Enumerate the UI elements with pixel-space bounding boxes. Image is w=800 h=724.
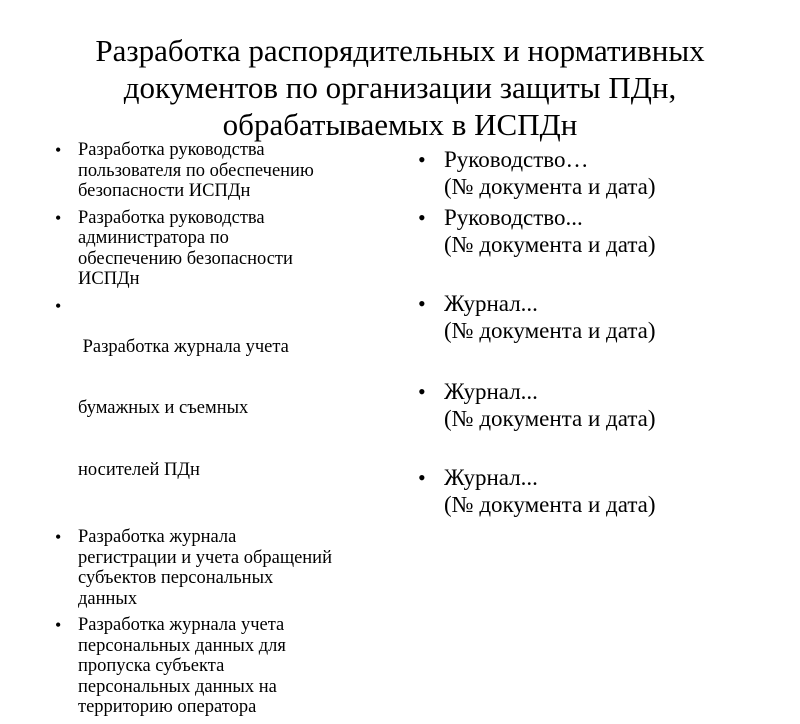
document-name: Журнал... [444, 291, 538, 316]
document-name: Журнал... [444, 465, 538, 490]
task-text-line: регистрации и учета обращений [78, 547, 332, 568]
bullet-icon: • [418, 147, 426, 172]
task-text-line: Разработка журнала [78, 527, 237, 547]
document-item [414, 146, 784, 200]
task-text [78, 140, 392, 202]
title-line: документов по организации защиты ПДн, [123, 70, 677, 105]
document-item [414, 204, 784, 258]
task-text-line: Разработка руководства [78, 140, 265, 160]
document-item [414, 378, 784, 432]
bullet-icon: • [418, 291, 426, 316]
task-list [52, 140, 392, 724]
task-text-line: Разработка журнала учета [78, 336, 289, 357]
slide-title [40, 32, 760, 143]
task-item [52, 296, 392, 522]
task-text-line: носителей ПДн [78, 459, 200, 480]
task-text-line: Разработка журнала учета [78, 615, 285, 635]
bullet-icon: • [55, 140, 62, 160]
task-text-line: пропуска субъекта [78, 656, 225, 676]
bullet-icon: • [418, 205, 426, 230]
task-text-line: администратора по [78, 228, 229, 248]
task-text-line: территорию оператора [78, 697, 257, 717]
document-detail: (№ документа и дата) [444, 492, 656, 517]
task-text-line: ИСПДн [78, 269, 140, 289]
document-name: Журнал... [444, 379, 538, 404]
task-text-line: персональных данных на [78, 676, 277, 697]
task-text-line: субъектов персональных [78, 568, 274, 588]
bullet-icon: • [55, 615, 62, 635]
bullet-icon: • [418, 379, 426, 404]
task-item [52, 615, 392, 718]
document-name: Руководство... [444, 205, 583, 230]
bullet-icon: • [55, 527, 62, 547]
task-text-line: персональных данных для [78, 635, 286, 656]
task-item [52, 140, 392, 202]
task-item [52, 208, 392, 290]
task-text [78, 296, 392, 522]
document-item [414, 464, 784, 518]
task-text [78, 615, 392, 718]
document-item [414, 290, 784, 344]
task-text-line: Разработка руководства [78, 207, 265, 228]
document-detail: (№ документа и дата) [444, 406, 656, 431]
task-text-line: пользователя по обеспечению [78, 160, 314, 181]
document-detail: (№ документа и дата) [444, 232, 656, 257]
task-item [52, 527, 392, 609]
task-text [78, 527, 392, 609]
task-text-line: безопасности ИСПДн [78, 181, 251, 201]
title-line: обрабатываемых в ИСПДн [222, 107, 578, 142]
task-text-line: обеспечению безопасности [78, 248, 293, 269]
task-text [78, 208, 392, 290]
document-detail: (№ документа и дата) [444, 318, 656, 343]
bullet-icon: • [55, 207, 62, 228]
document-name: Руководство… [444, 147, 589, 172]
bullet-icon: • [55, 295, 62, 316]
task-text-line: данных [78, 588, 138, 609]
title-line: Разработка распорядительных и нормативных [95, 33, 705, 68]
task-text-line: бумажных и съемных [78, 398, 249, 418]
document-detail: (№ документа и дата) [444, 174, 656, 199]
bullet-icon: • [418, 465, 426, 490]
